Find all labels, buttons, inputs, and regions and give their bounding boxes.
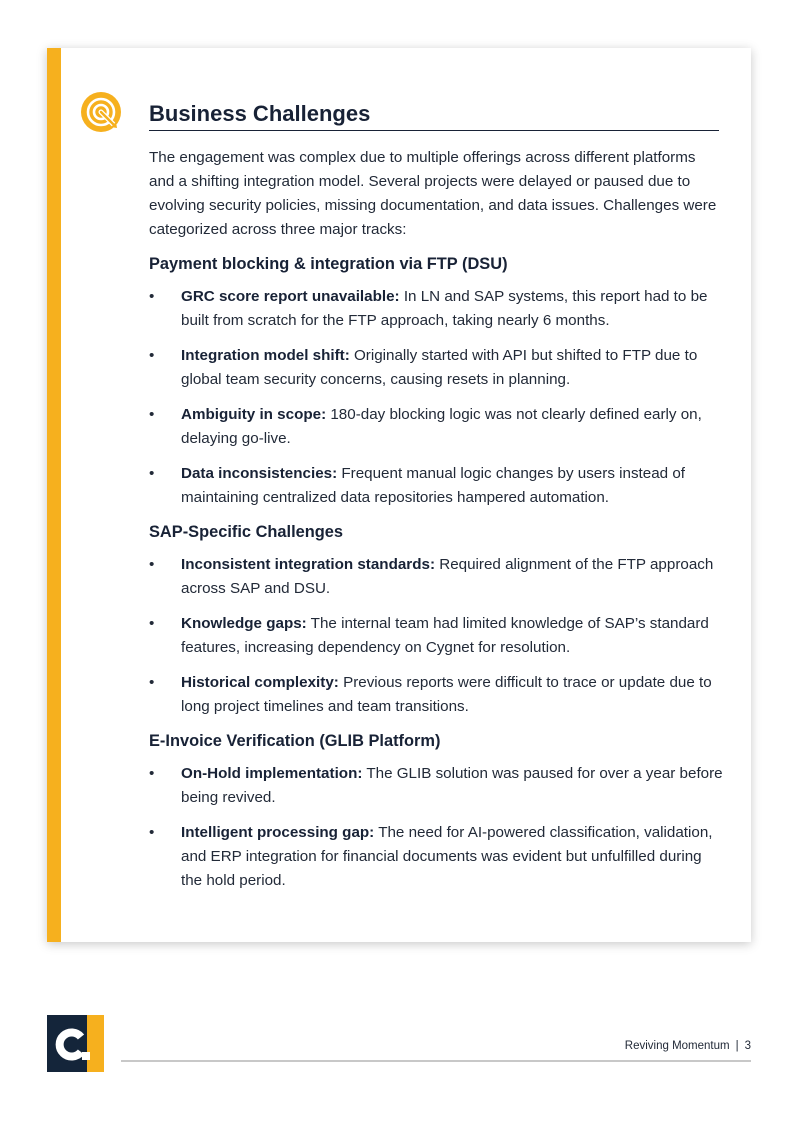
bullet-label: Data inconsistencies: [181, 465, 338, 482]
bullet-label: Knowledge gaps: [181, 615, 307, 632]
bullet-label: On-Hold implementation: [181, 765, 363, 782]
card-accent-bar [47, 48, 61, 942]
bullet-item [149, 553, 724, 601]
challenges-card [47, 48, 751, 942]
bullet-item [149, 762, 724, 810]
section-heading: E-Invoice Verification (GLIB Platform) [149, 732, 441, 750]
bullet-item [149, 671, 724, 719]
target-icon [80, 91, 126, 137]
bullet-label: Historical complexity: [181, 674, 339, 691]
footer-divider [121, 1060, 751, 1062]
footer-text [625, 1040, 751, 1052]
section-heading: Payment blocking & integration via FTP (DSU) [149, 255, 508, 273]
bullet-label: Integration model shift: [181, 347, 350, 364]
bullet-item [149, 462, 724, 510]
bullet-list [149, 285, 724, 510]
bullet-dot: • [149, 674, 155, 691]
bullet-text: Originally started with API but shifted to FTP due to global team security concerns, causing resets in planning. [181, 347, 698, 388]
bullet-list [149, 553, 724, 719]
bullet-text: Required alignment of the FTP approach across SAP and DSU. [181, 556, 714, 597]
content-body [149, 146, 724, 903]
page-title: Business Challenges [149, 100, 719, 131]
bullet-dot: • [149, 615, 155, 632]
sections-container [149, 253, 724, 893]
bullet-item [149, 403, 724, 451]
bullet-text: The internal team had limited knowledge of SAP’s standard features, increasing dependency on Cygnet for resolution. [181, 615, 709, 656]
company-logo [47, 1015, 104, 1072]
bullet-label: Ambiguity in scope: [181, 406, 327, 423]
bullet-dot: • [149, 288, 155, 305]
footer-separator: | [735, 1040, 739, 1052]
bullet-label: GRC score report unavailable: [181, 288, 400, 305]
bullet-text: In LN and SAP systems, this report had to be built from scratch for the FTP approach, taking nearly 6 months. [181, 288, 708, 329]
bullet-dot: • [149, 556, 155, 573]
bullet-label: Inconsistent integration standards: [181, 556, 435, 573]
bullet-text: The GLIB solution was paused for over a year before being revived. [181, 765, 723, 806]
bullet-item [149, 821, 724, 893]
bullet-text: 180-day blocking logic was not clearly defined early on, delaying go-live. [181, 406, 702, 447]
bullet-dot: • [149, 824, 155, 841]
bullet-text: Previous reports were difficult to trace or update due to long project timelines and team transitions. [181, 674, 712, 715]
bullet-item [149, 612, 724, 660]
bullet-dot: • [149, 465, 155, 482]
bullet-list [149, 762, 724, 893]
bullet-dot: • [149, 406, 155, 423]
bullet-item [149, 285, 724, 333]
bullet-label: Intelligent processing gap: [181, 824, 375, 841]
bullet-text: Frequent manual logic changes by users instead of maintaining centralized data repositories hampered automation. [181, 465, 685, 506]
intro-paragraph: The engagement was complex due to multiple offerings across different platforms and a shifting integration model. Several projects were delayed or paused due to evolving security policies, missing documentation, and data issues. Challenges were categorized across three major tracks: [149, 149, 717, 238]
footer-title: Reviving Momentum [624, 1040, 730, 1052]
bullet-text: The need for AI-powered classification, validation, and ERP integration for financial documents was evident but unfulfilled during the hold period. [181, 824, 713, 889]
bullet-dot: • [149, 347, 155, 364]
section-heading: SAP-Specific Challenges [149, 523, 344, 541]
bullet-item [149, 344, 724, 392]
page-number: 3 [744, 1040, 751, 1052]
bullet-dot: • [149, 765, 155, 782]
